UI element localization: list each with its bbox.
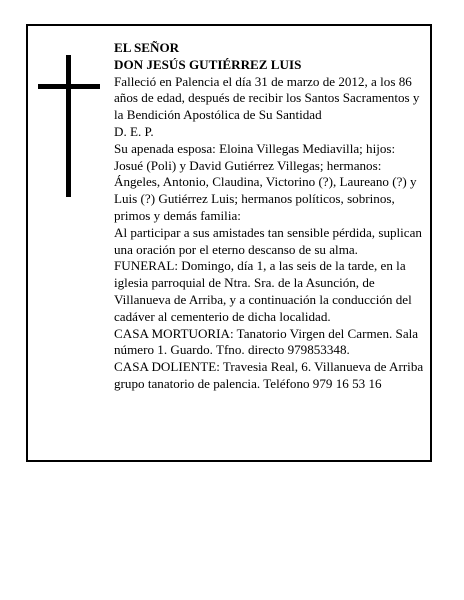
heading-title: EL SEÑOR xyxy=(114,40,180,55)
cross-horizontal-bar xyxy=(38,84,100,89)
notice-text xyxy=(114,40,424,393)
funeral-info: FUNERAL: Domingo, día 1, a las seis de la tarde, en la iglesia parroquial de Ntra. Sra. de la Asunción, de Villanueva de Arriba, y a continuación la conducción del cadáver al cementerio de dicha localidad. xyxy=(114,258,412,324)
obituary-notice xyxy=(26,24,432,462)
deceased-name: DON JESÚS GUTIÉRREZ LUIS xyxy=(114,56,302,72)
casa-mortuoria: CASA MORTUORIA: Tanatorio Virgen del Carmen. Sala número 1. Guardo. Tfno. directo 979853348. xyxy=(114,325,419,358)
prayer-request: Al participar a sus amistades tan sensible pérdida, suplican una oración por el eterno descanso de su alma. xyxy=(114,224,422,257)
cross-vertical-bar xyxy=(66,55,71,197)
rip-line: D. E. P. xyxy=(114,123,154,139)
footer-contact: grupo tanatorio de palencia. Teléfono 979 16 53 16 xyxy=(114,375,382,391)
death-info: Falleció en Palencia el día 31 de marzo de 2012, a los 86 años de edad, después de recibir los Santos Sacramentos y la Bendición Apostólica de Su Santidad xyxy=(114,73,420,123)
casa-doliente: CASA DOLIENTE: Travesia Real, 6. Villanueva de Arriba xyxy=(114,359,424,375)
cross-icon xyxy=(38,55,100,197)
family-list: Su apenada esposa: Eloina Villegas Mediavilla; hijos: Josué (Poli) y David Gutiérrez Villegas; hermanos: Ángeles, Antonio, Claudina, Victorino (?), Laureano (?) y Luis (?) Gutiérrez Luis; hermanos políticos, sobrinos, primos y demás familia: xyxy=(114,140,417,223)
